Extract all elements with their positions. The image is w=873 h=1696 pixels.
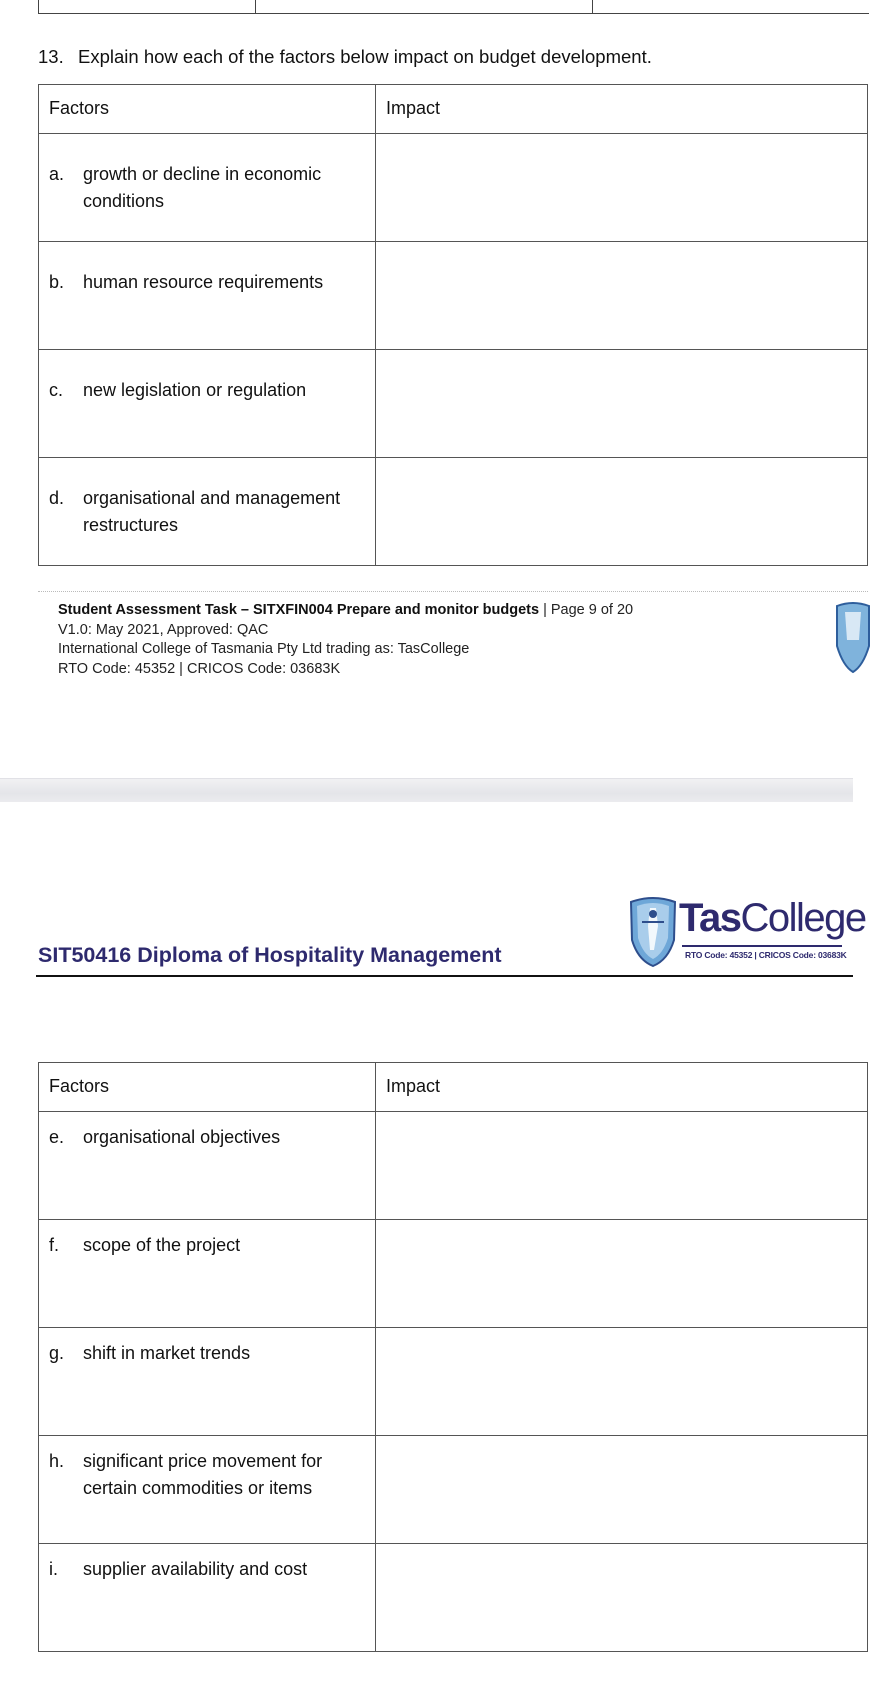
factor-cell — [39, 350, 376, 458]
table-row — [39, 242, 868, 350]
factor-letter: h. — [49, 1451, 65, 1471]
factor-cell — [39, 458, 376, 566]
factor-text: new legislation or regulation — [83, 380, 307, 400]
table-row — [39, 1436, 868, 1544]
logo-wordmark: TasCollege — [679, 896, 866, 940]
footer-org: International College of Tasmania Pty Ltd trading as: TasCollege — [58, 641, 470, 657]
question-text: Explain how each of the factors below impact on budget development. — [78, 46, 652, 67]
document-page-10 — [0, 802, 866, 1696]
impact-answer-cell[interactable] — [376, 1544, 868, 1652]
question-number: 13. — [38, 46, 64, 67]
footer-codes: RTO Code: 45352 | CRICOS Code: 03683K — [58, 660, 341, 677]
factor-text: significant price movement for certain commodities or items — [83, 1451, 323, 1498]
factor-letter: d. — [49, 488, 65, 508]
factor-letter: c. — [49, 380, 64, 400]
factor-letter: a. — [49, 164, 65, 184]
header-impact: Impact — [376, 85, 868, 134]
impact-answer-cell[interactable] — [376, 1436, 868, 1544]
document-page-9 — [0, 0, 853, 778]
factor-letter: b. — [49, 272, 65, 292]
table-header-row — [39, 1063, 868, 1112]
table-header-row — [39, 85, 868, 134]
logo-underline — [682, 945, 842, 947]
header-factors: Factors — [39, 85, 376, 134]
factor-text: supplier availability and cost — [83, 1559, 308, 1579]
tascollege-logo — [628, 892, 866, 972]
factor-letter: i. — [49, 1559, 58, 1579]
factor-cell — [39, 1436, 376, 1544]
factor-cell — [39, 1328, 376, 1436]
impact-answer-cell[interactable] — [376, 134, 868, 242]
header-impact: Impact — [376, 1063, 868, 1112]
factor-text: organisational objectives — [83, 1127, 281, 1147]
footer-doc-title: Student Assessment Task – SITXFIN004 Prepare and monitor budgets — [58, 602, 540, 618]
footer-page-info: | Page 9 of 20 — [539, 602, 634, 618]
factor-cell — [39, 1112, 376, 1220]
factor-text: organisational and management restructures — [83, 488, 341, 535]
factor-cell — [39, 134, 376, 242]
header-divider — [36, 975, 853, 977]
page-separator — [0, 778, 853, 804]
footer-version: V1.0: May 2021, Approved: QAC — [58, 621, 269, 638]
table-row — [39, 1112, 868, 1220]
question-13 — [38, 46, 652, 68]
table-row — [39, 1544, 868, 1652]
factor-letter: g. — [49, 1343, 65, 1363]
page-footer — [58, 601, 633, 679]
factors-table-part-1 — [38, 84, 868, 566]
impact-answer-cell[interactable] — [376, 350, 868, 458]
factor-cell — [39, 1544, 376, 1652]
footer-divider — [38, 591, 868, 592]
factor-letter: e. — [49, 1127, 65, 1147]
factor-text: human resource requirements — [83, 272, 324, 292]
impact-answer-cell[interactable] — [376, 242, 868, 350]
impact-answer-cell[interactable] — [376, 458, 868, 566]
factor-text: growth or decline in economic conditions — [83, 164, 322, 211]
course-title: SIT50416 Diploma of Hospitality Management — [38, 943, 502, 967]
crest-logo-icon — [833, 600, 873, 674]
table-row — [39, 458, 868, 566]
previous-table-remnant — [38, 0, 869, 14]
table-row — [39, 1220, 868, 1328]
impact-answer-cell[interactable] — [376, 1328, 868, 1436]
factor-cell — [39, 242, 376, 350]
table-row — [39, 134, 868, 242]
factor-text: scope of the project — [83, 1235, 241, 1255]
factor-text: shift in market trends — [83, 1343, 251, 1363]
factor-letter: f. — [49, 1235, 60, 1255]
table-row — [39, 350, 868, 458]
impact-answer-cell[interactable] — [376, 1112, 868, 1220]
factor-cell — [39, 1220, 376, 1328]
footer-title-line — [58, 601, 633, 621]
header-factors: Factors — [39, 1063, 376, 1112]
impact-answer-cell[interactable] — [376, 1220, 868, 1328]
logo-subtext: RTO Code: 45352 | CRICOS Code: 03683K — [685, 950, 847, 960]
table-row — [39, 1328, 868, 1436]
crest-logo-icon — [628, 892, 678, 968]
factors-table-part-2 — [38, 1062, 868, 1652]
